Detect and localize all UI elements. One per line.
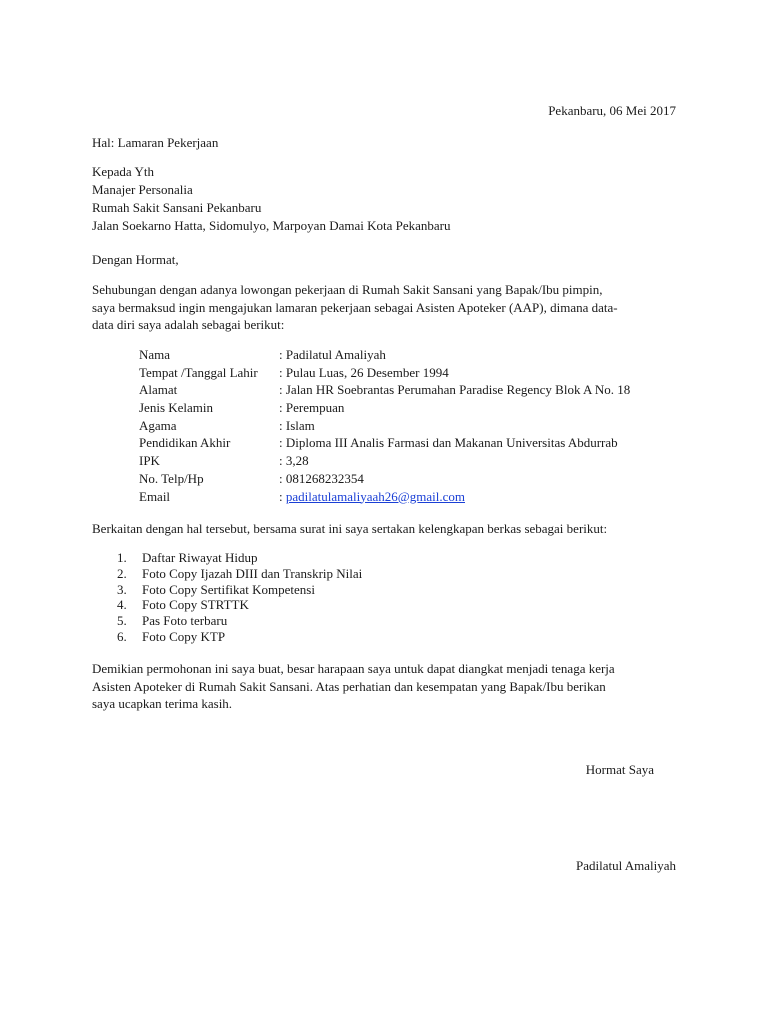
list-text: Pas Foto terbaru [142, 613, 228, 629]
info-value: : Jalan HR Soebrantas Perumahan Paradise Regency Blok A No. 18 [279, 382, 631, 398]
email-prefix: : [279, 488, 286, 504]
info-label: Pendidikan Akhir [139, 435, 231, 451]
recipient-line: Manajer Personalia [92, 182, 193, 197]
info-label: Alamat [139, 382, 178, 398]
info-value: : 081268232354 [279, 470, 364, 486]
info-label: Tempat /Tanggal Lahir [139, 364, 258, 380]
info-value [279, 488, 465, 506]
paragraph-line: data diri saya adalah sebagai berikut: [92, 317, 285, 332]
subject-line: Hal: Lamaran Pekerjaan [92, 135, 219, 150]
paragraph-line: saya bermaksud ingin mengajukan lamaran pekerjaan sebagai Asisten Apoteker (AAP), dimana data- [92, 299, 618, 315]
recipient-line: Jalan Soekarno Hatta, Sidomulyo, Marpoyan Damai Kota Pekanbaru [92, 218, 451, 233]
intro-paragraph [92, 281, 672, 334]
paragraph-line: Demikian permohonan ini saya buat, besar harapaan saya untuk dapat diangkat menjadi tenaga kerja [92, 661, 615, 676]
list-text: Foto Copy Ijazah DIII dan Transkrip Nilai [142, 565, 363, 581]
list-text: Foto Copy Sertifikat Kompetensi [142, 581, 315, 597]
place-date: Pekanbaru, 06 Mei 2017 [548, 103, 676, 118]
list-text: Foto Copy STRTTK [142, 597, 249, 613]
recipient-line: Kepada Yth [92, 164, 154, 179]
recipient-line: Rumah Sakit Sansani Pekanbaru [92, 200, 262, 215]
signoff: Hormat Saya [585, 762, 654, 777]
email-link[interactable]: padilatulamaliyaah26@gmail.com [285, 488, 465, 504]
list-number: 4. [117, 597, 127, 613]
paragraph-line: Sehubungan dengan adanya lowongan pekerjaan di Rumah Sakit Sansani yang Bapak/Ibu pimpin, [92, 282, 603, 297]
info-label: Nama [139, 347, 171, 362]
paragraph-line: Asisten Apoteker di Rumah Sakit Sansani. Atas perhatian dan kesempatan yang Bapak/Ibu berikan [92, 678, 606, 694]
info-value: : Padilatul Amaliyah [279, 347, 386, 362]
list-number: 2. [117, 565, 127, 581]
list-text: Daftar Riwayat Hidup [142, 550, 258, 565]
attachments-intro: Berkaitan dengan hal tersebut, bersama surat ini saya sertakan kelengkapan berkas sebagai berikut: [92, 521, 608, 536]
info-label: Jenis Kelamin [139, 400, 214, 416]
info-label: IPK [139, 453, 160, 469]
list-number: 1. [117, 550, 127, 565]
info-label: Email [139, 488, 171, 504]
salutation: Dengan Hormat, [92, 252, 179, 267]
info-value: : Pulau Luas, 26 Desember 1994 [279, 364, 449, 380]
info-value: : 3,28 [279, 453, 309, 469]
info-label: No. Telp/Hp [139, 470, 204, 486]
info-value: : Islam [279, 417, 315, 433]
signature-name: Padilatul Amaliyah [575, 858, 676, 873]
info-label: Agama [139, 417, 177, 433]
list-text: Foto Copy KTP [142, 628, 226, 644]
info-value: : Diploma III Analis Farmasi dan Makanan Universitas Abdurrab [279, 435, 618, 451]
info-value: : Perempuan [279, 400, 345, 416]
list-number: 6. [117, 628, 127, 644]
closing-paragraph [92, 660, 672, 713]
list-number: 5. [117, 613, 127, 629]
list-number: 3. [117, 581, 127, 597]
paragraph-line: saya ucapkan terima kasih. [92, 696, 233, 711]
